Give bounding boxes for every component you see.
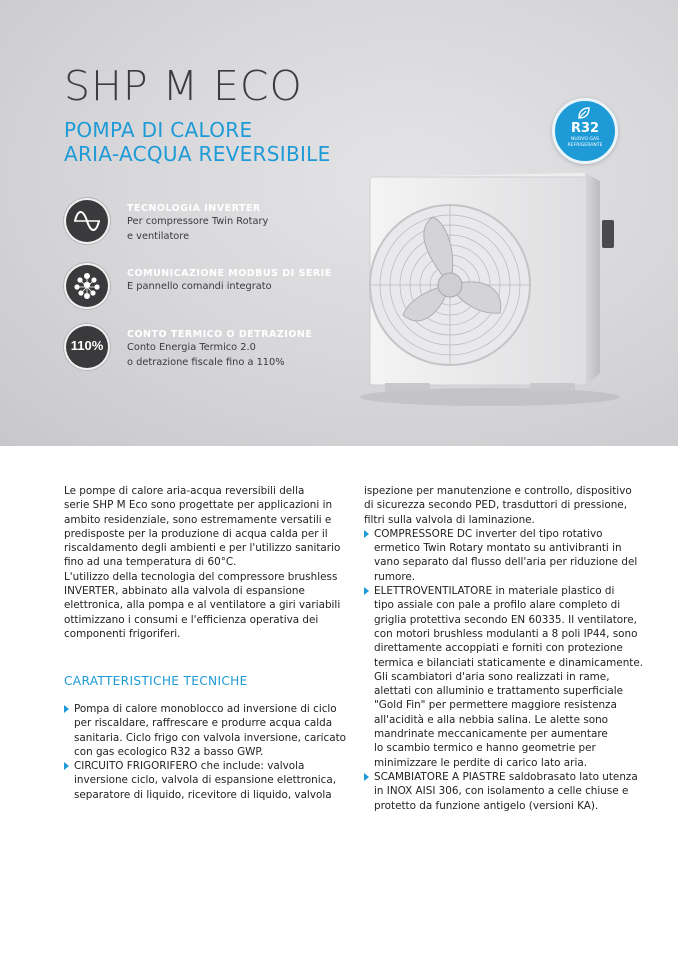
subtitle-line: POMPA DI CALORE [64, 118, 253, 142]
text-line: lo scambio termico e hanno geometrie per [374, 742, 596, 755]
feature-title: TECNOLOGIA INVERTER [127, 203, 261, 214]
sine-wave-icon [66, 200, 108, 242]
text-line: riscaldamento degli ambienti e per l'utilizzo sanitario [64, 542, 341, 555]
text-line: direttamente accoppiati e forniti con protezione [374, 642, 623, 655]
text-line: per riscaldare, raffrescare e produrre acqua calda [74, 717, 333, 730]
heat-pump-unit-image [355, 165, 620, 410]
text-line: con motori brushless modulanti a 8 poli IP44, sono [374, 627, 638, 640]
text-line: INVERTER, abbinato alla valvola di espansione [64, 585, 305, 598]
icon-text: 110% [70, 338, 104, 353]
text-line: all'acidità e alla nebbia salina. Le alette sono [374, 713, 609, 726]
bullet-arrow-icon [64, 762, 69, 770]
text-line: SCAMBIATORE A PIASTRE saldobrasato lato utenza [374, 770, 638, 783]
text-line: ELETTROVENTILATORE in materiale plastico di [374, 585, 615, 598]
text-line: L'utilizzo della tecnologia del compressore brushless [64, 570, 338, 583]
bullet-list-left [64, 702, 347, 802]
r32-badge [552, 98, 618, 164]
feature-desc: Conto Energia Termico 2.0 [127, 342, 256, 353]
badge-line: NUOVO GAS [570, 137, 600, 142]
text-line: sanitaria. Ciclo frigo con valvola inversione, caricato [74, 731, 347, 744]
text-line: Le pompe di calore aria-acqua reversibili della [64, 485, 305, 497]
text-line: predisposte per la produzione di acqua calda per il [64, 527, 328, 540]
badge-line: REFRIGERANTE [567, 143, 603, 148]
list-item [64, 759, 336, 802]
feature-desc: e ventilatore [127, 230, 190, 242]
text-line: ottimizzano i consumi e l'efficienza operativa dei [64, 613, 319, 626]
text-line: griglia protettiva secondo EN 60335. Il ventilatore, [374, 613, 637, 626]
bullet-arrow-icon [64, 705, 69, 713]
feature-desc: E pannello comandi integrato [127, 281, 272, 292]
list-item [364, 584, 644, 770]
text-line: Pompa di calore monoblocco ad inversione di ciclo [74, 703, 337, 715]
hero-banner [0, 0, 678, 446]
text-line: separatore di liquido, ricevitore di liquido, valvola [74, 788, 332, 801]
text-line: COMPRESSORE DC inverter del tipo rotativo [374, 527, 603, 540]
text-line: ambito residenziale, sono estremamente versatili e [64, 513, 332, 526]
text-line: ispezione per manutenzione e controllo, dispositivo [364, 485, 632, 497]
text-line: rumore. [374, 570, 416, 583]
list-item [64, 702, 347, 759]
page-subtitle [64, 118, 331, 166]
text-line: mandrinate meccanicamente per aumentare [374, 728, 608, 741]
text-line: tipo assiale con pale a profilo alare completo di [374, 599, 621, 612]
text-line: fino ad una temperatura di 60°C. [64, 556, 237, 569]
text-line: alettati con alluminio e trattamento superficiale [374, 685, 624, 698]
bullet-arrow-icon [364, 773, 369, 781]
list-item [364, 527, 638, 584]
text-line: ermetico Twin Rotary montato su antivibranti in [374, 542, 622, 555]
list-item [364, 770, 638, 813]
intro-paragraph [64, 484, 341, 641]
badge-label: R32 [570, 121, 600, 136]
text-line: termica e bilanciati staticamente e dinamicamente. [374, 656, 644, 669]
feature-title: COMUNICAZIONE MODBUS DI SERIE [127, 268, 332, 279]
text-line: di sicurezza secondo PED, trasduttori di pressione, [364, 499, 627, 512]
text-line: CIRCUITO FRIGORIFERO che include: valvola [74, 760, 305, 773]
bullet-arrow-icon [364, 530, 369, 538]
feature-title: CONTO TERMICO O DETRAZIONE [127, 329, 313, 340]
text-line: componenti frigoriferi. [64, 627, 181, 640]
bullet-arrow-icon [364, 587, 369, 595]
text-line: con gas ecologico R32 a basso GWP. [74, 745, 264, 758]
text-line: Gli scambiatori d'aria sono realizzati in rame, [374, 670, 610, 683]
percent-110-icon [66, 326, 108, 368]
text-line: elettronica, alla pompa e al ventilatore a giri variabili [64, 599, 341, 612]
text-line: serie SHP M Eco sono progettate per applicazioni in [64, 499, 333, 512]
network-nodes-icon [66, 265, 108, 307]
text-line: in INOX AISI 306, con isolamento a celle chiuse e [374, 785, 629, 798]
text-line: inversione ciclo, valvola di espansione elettronica, [74, 774, 337, 787]
subtitle-line: ARIA-ACQUA REVERSIBILE [64, 142, 331, 166]
feature-desc: Per compressore Twin Rotary [127, 216, 269, 227]
text-line: filtri sulla valvola di laminazione. [364, 513, 535, 526]
right-column [364, 484, 644, 813]
text-line: "Gold Fin" per permettere maggiore resistenza [374, 699, 617, 712]
page-title: SHP M ECO [64, 62, 303, 110]
text-line: vano separato dal flusso dell'aria per riduzione del [374, 556, 638, 569]
leaf-icon [577, 106, 591, 120]
text-line: protetto da funzione antigelo (versioni KA). [374, 799, 599, 812]
feature-desc: o detrazione fiscale fino a 110% [127, 356, 285, 368]
text-line: minimizzare le perdite di carico lato aria. [374, 756, 587, 769]
section-title: CARATTERISTICHE TECNICHE [64, 674, 248, 688]
